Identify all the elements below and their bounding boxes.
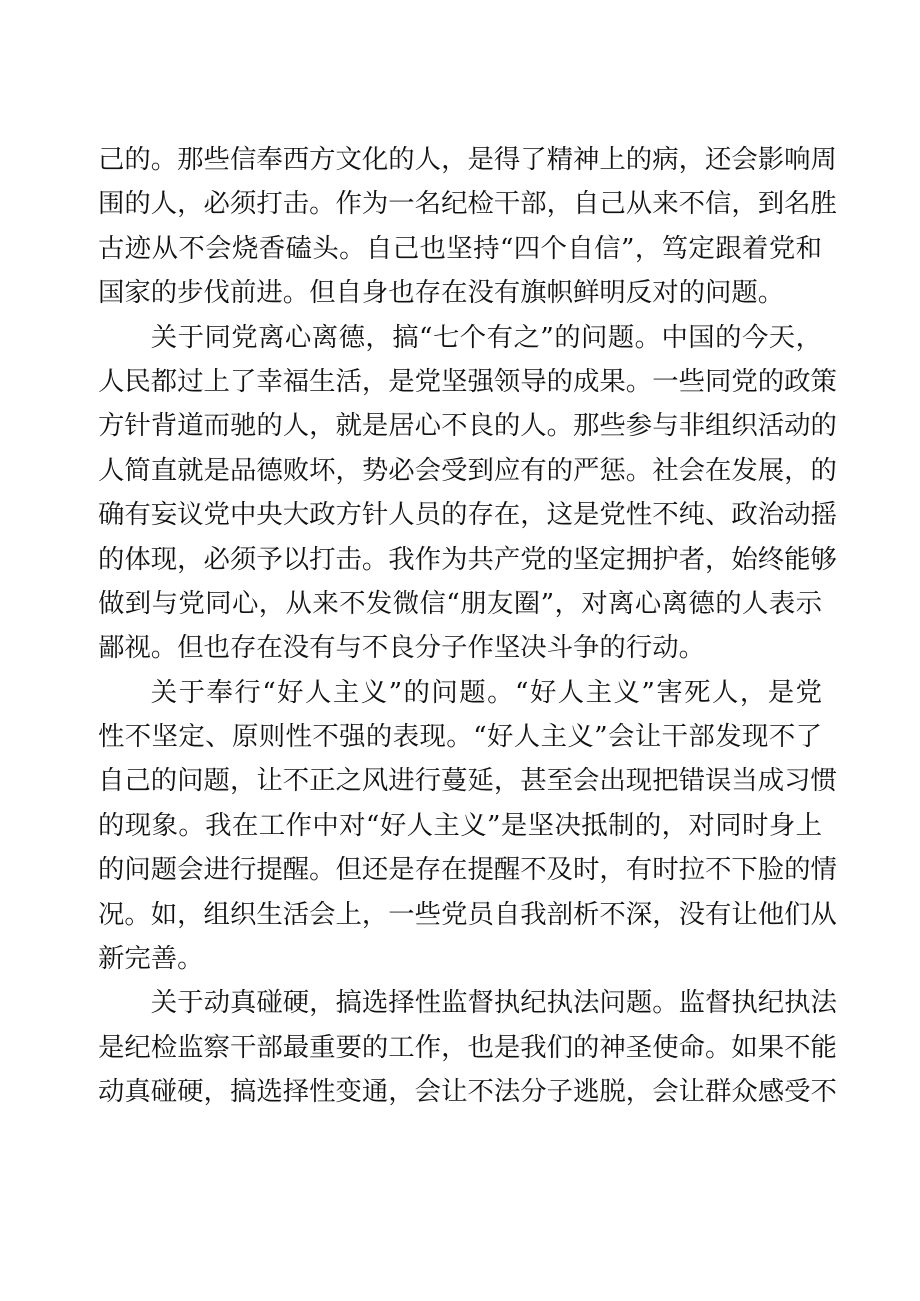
paragraph-4 — [98, 981, 837, 1114]
text-line: 的问题会进行提醒。但还是存在提醒不及时，有时拉不下脸的情 — [98, 854, 837, 886]
text-line: 关于同党离心离德，搞“七个有之”的问题。中国的今天， — [150, 321, 822, 353]
text-line: 关于奉行“好人主义”的问题。“好人主义”害死人，是党 — [150, 676, 822, 708]
document-body — [98, 138, 837, 1115]
text-line: 是纪检监察干部最重要的工作，也是我们的神圣使命。如果不能 — [98, 1031, 837, 1063]
text-line: 人简直就是品德败坏，势必会受到应有的严惩。社会在发展，的 — [98, 454, 837, 486]
text-line: 自己的问题，让不正之风进行蔓延，甚至会出现把错误当成习惯 — [98, 765, 837, 797]
paragraph-1 — [98, 138, 837, 316]
text-line: 的体现，必须予以打击。我作为共产党的坚定拥护者，始终能够 — [98, 543, 837, 575]
text-line: 古迹从不会烧香磕头。自己也坚持“四个自信”，笃定跟着党和 — [98, 232, 822, 264]
paragraph-2 — [98, 316, 837, 671]
text-line: 国家的步伐前进。但自身也存在没有旗帜鲜明反对的问题。 — [98, 277, 785, 309]
text-line: 况。如，组织生活会上，一些党员自我剖析不深，没有让他们从 — [98, 898, 837, 930]
text-line: 围的人，必须打击。作为一名纪检干部，自己从来不信，到名胜 — [98, 188, 837, 220]
text-line: 新完善。 — [98, 943, 204, 975]
text-line: 鄙视。但也存在没有与不良分子作坚决斗争的行动。 — [98, 632, 705, 664]
text-line: 人民都过上了幸福生活，是党坚强领导的成果。一些同党的政策 — [98, 365, 837, 397]
text-line: 确有妄议党中央大政方针人员的存在，这是党性不纯、政治动摇 — [98, 499, 837, 531]
text-line: 己的。那些信奉西方文化的人，是得了精神上的病，还会影响周 — [98, 144, 837, 175]
text-line: 做到与党同心，从来不发微信“朋友圈”，对离心离德的人表示 — [98, 587, 822, 619]
paragraph-3 — [98, 671, 837, 982]
text-line: 关于动真碰硬，搞选择性监督执纪执法问题。监督执纪执法 — [150, 987, 837, 1019]
text-line: 动真碰硬，搞选择性变通，会让不法分子逃脱，会让群众感受不 — [98, 1076, 837, 1108]
text-line: 性不坚定、原则性不强的表现。“好人主义”会让干部发现不了 — [98, 721, 822, 753]
text-line: 方针背道而驰的人，就是居心不良的人。那些参与非组织活动的 — [98, 410, 837, 442]
text-line: 的现象。我在工作中对“好人主义”是坚决抵制的，对同时身上 — [98, 809, 822, 841]
